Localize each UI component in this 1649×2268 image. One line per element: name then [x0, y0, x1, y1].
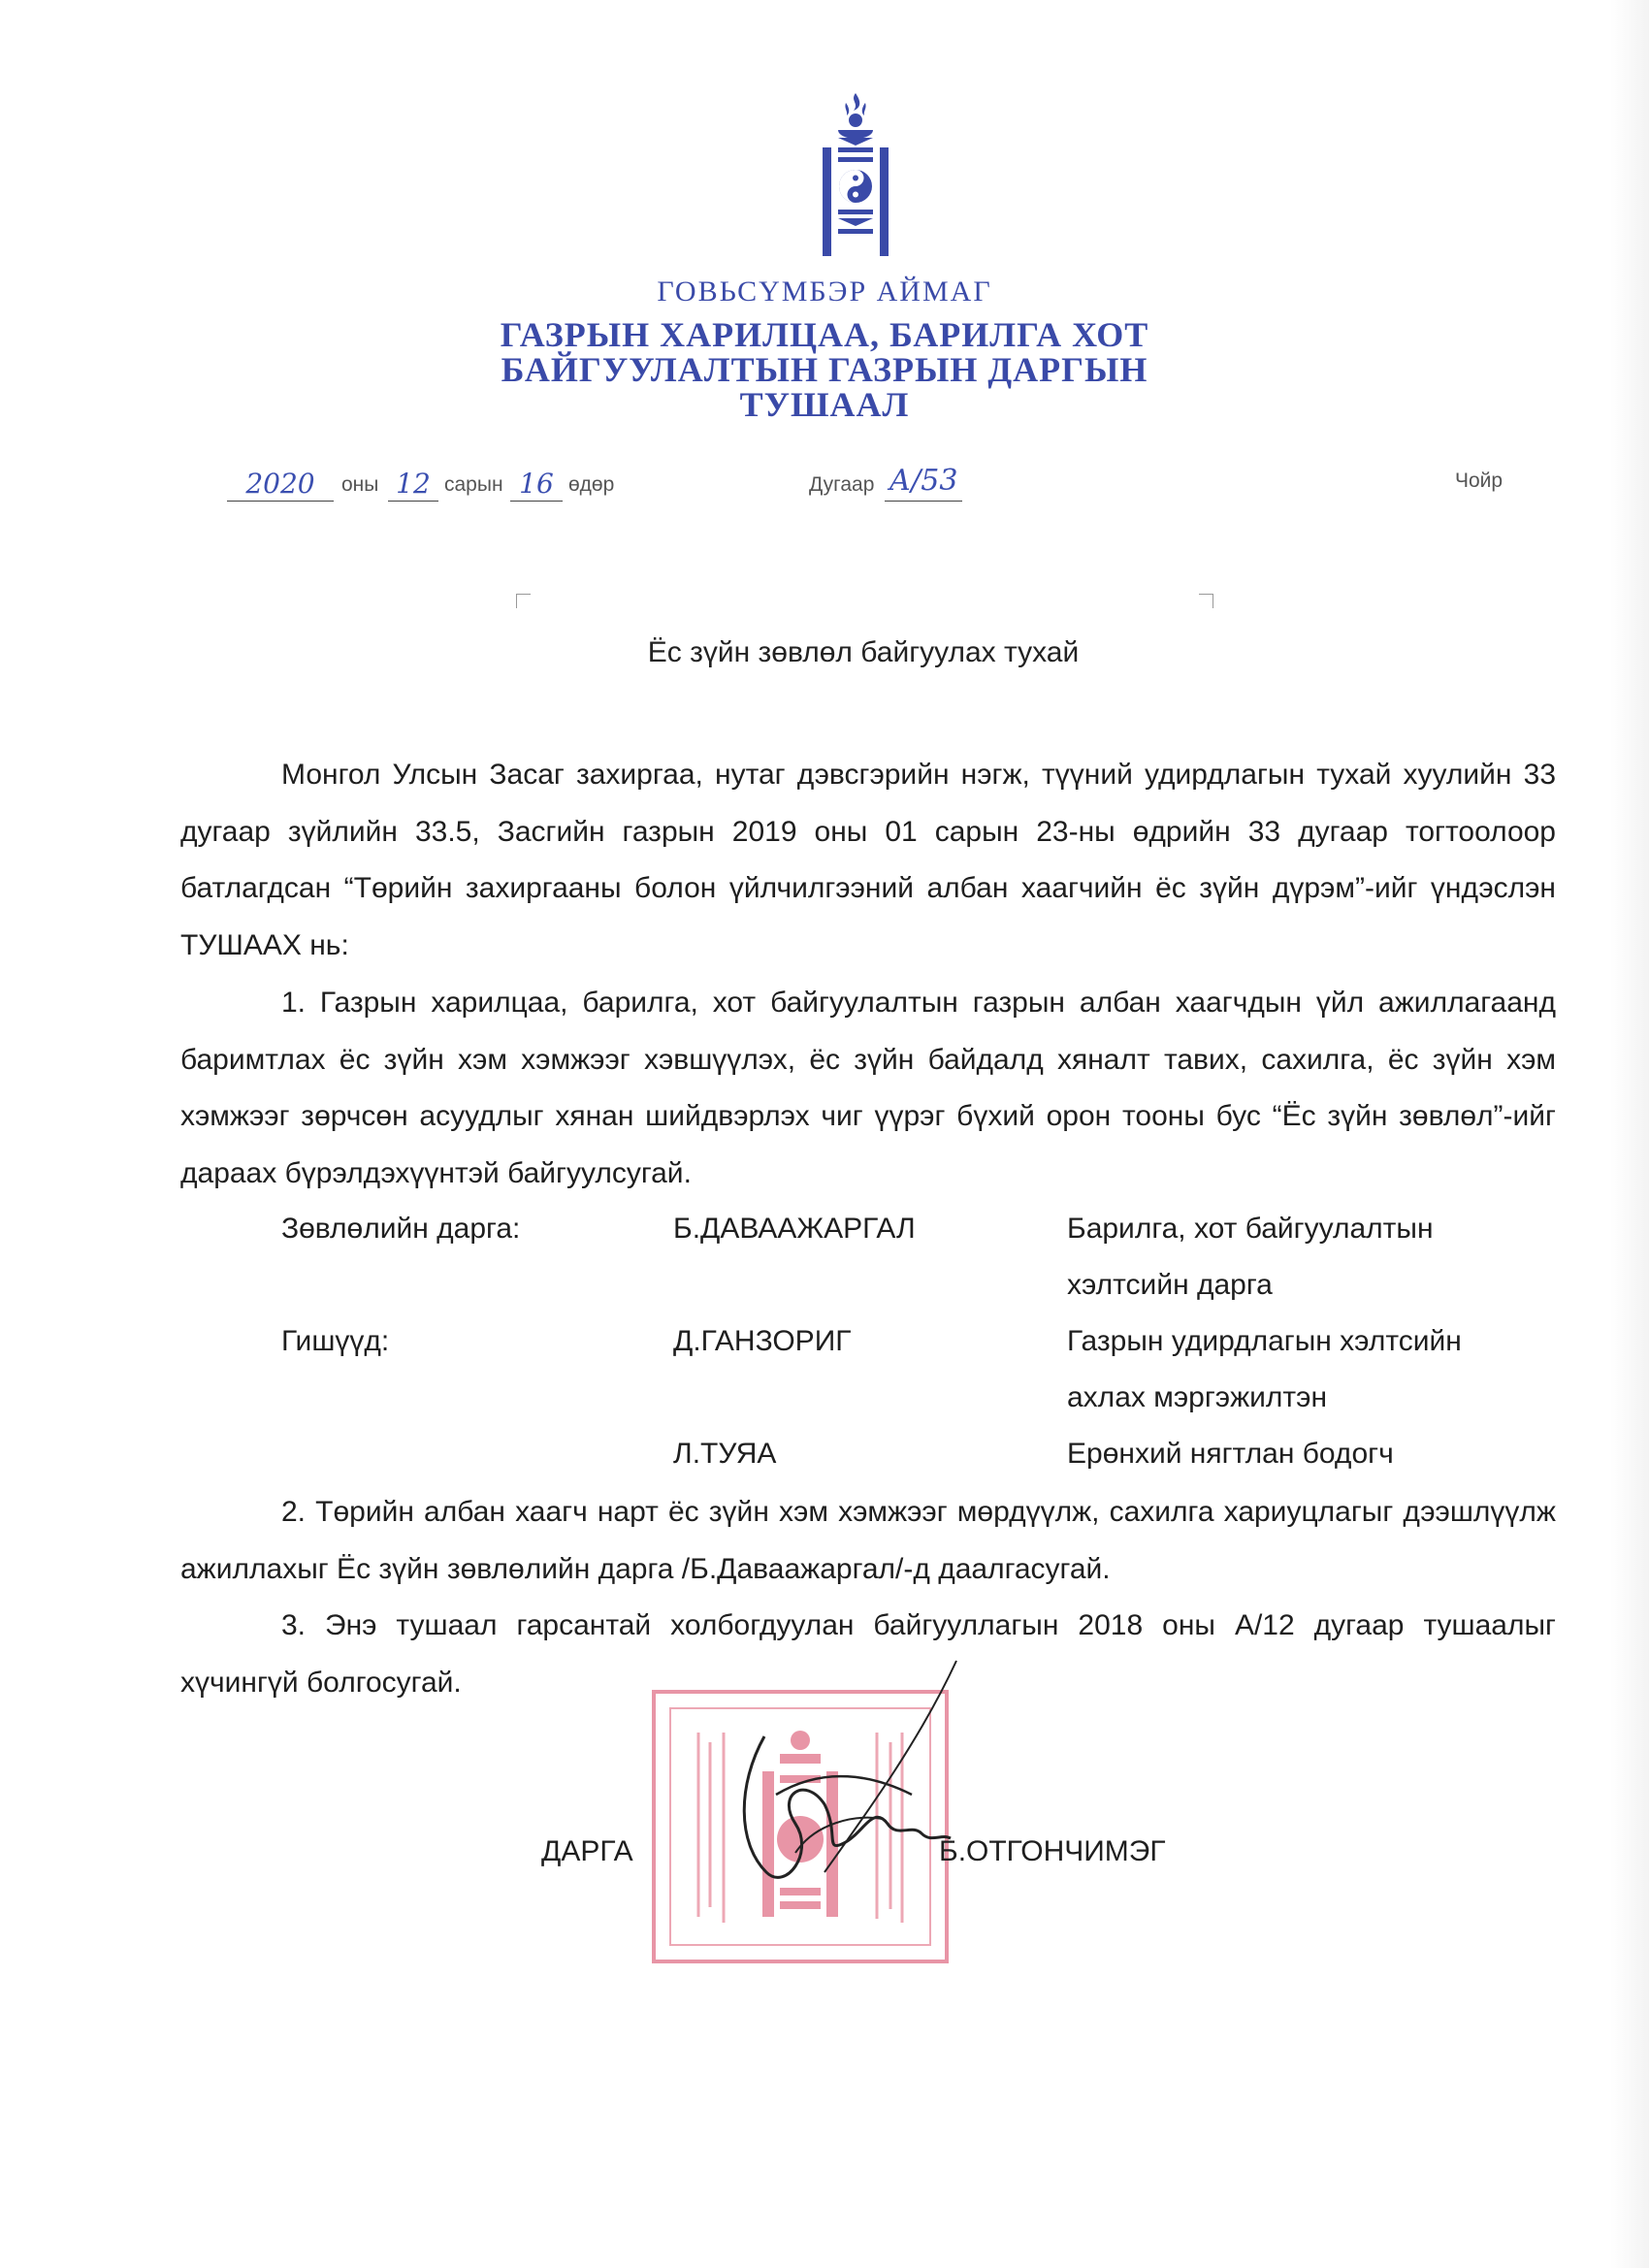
- scan-edge: [1610, 0, 1649, 2268]
- date-month: 12: [396, 468, 431, 500]
- intro-paragraph: Монгол Улсын Засаг захиргаа, нутаг дэвсгэрийн нэгж, түүний удирдлагын тухай хуулийн 33 дугаар зүйлийн 33.5, Засгийн газрын 2019 оны 01 сарын 23-ны өдрийн 33 дугаар тогтоолоор батлагдсан “Төрийн захиргааны болон үйлчилгээний албан хаагчийн ёс зүйн дүрэм”-ийг үндэслэн ТУШААХ нь:: [180, 759, 1556, 961]
- date-day: 16: [519, 468, 554, 500]
- member-position: Барилга, хот байгуулалтын: [1067, 1213, 1434, 1245]
- soyombo-emblem-icon: [821, 91, 890, 258]
- org-name-line2: БАЙГУУЛАЛТЫН ГАЗРЫН ДАРГЫН: [501, 350, 1148, 389]
- member-position-cont: ахлах мэргэжилтэн: [1067, 1381, 1328, 1413]
- member-name: Б.ДАВААЖАРГАЛ: [673, 1213, 916, 1245]
- member-role: Гишүүд:: [281, 1325, 390, 1357]
- member-position: Газрын удирдлагын хэлтсийн: [1067, 1325, 1462, 1357]
- signatory-name: Б.ОТГОНЧИМЭГ: [939, 1835, 1166, 1867]
- day-underline: [510, 501, 563, 502]
- member-name: Л.ТУЯА: [673, 1438, 777, 1470]
- date-year: 2020: [245, 468, 315, 500]
- member-role: Зөвлөлийн дарга:: [281, 1213, 521, 1245]
- signatory-title: ДАРГА: [541, 1835, 633, 1867]
- member-position: Ерөнхий нягтлан бодогч: [1067, 1438, 1394, 1470]
- order-item-3: 3. Энэ тушаал гарсантай холбогдуулан байгууллагын 2018 оны А/12 дугаар тушаалыг хүчингүй болгосугай.: [180, 1609, 1556, 1699]
- org-name-line1: ГАЗРЫН ХАРИЛЦАА, БАРИЛГА ХОТ: [500, 315, 1149, 354]
- order-item-2: 2. Төрийн албан хаагч нарт ёс зүйн хэм хэмжээг мөрдүүлж, сахилга хариуцлагыг дээшлүүлж ажиллахыг Ёс зүйн зөвлөлийн дарга /Б.Даваажаргал/-д даалгасугай.: [180, 1496, 1556, 1585]
- year-label: оны: [341, 473, 379, 496]
- document-title: Ёс зүйн зөвлөл байгуулах тухай: [647, 636, 1080, 668]
- order-item-1: 1. Газрын харилцаа, барилга, хот байгуулалтын газрын албан хаагчдын үйл ажиллагаанд баримтлах ёс зүйн хэм хэмжээг хэвшүүлэх, ёс зүйн байдалд хяналт тавих, сахилга, ёс зүйн хэм хэмжээг зөрчсөн асуудлыг хянан шийдвэрлэх чиг үүрэг бүхий орон тооны бус “Ёс зүйн зөвлөл”-ийг дараах бүрэлдэхүүнтэй байгуулсугай.: [180, 987, 1556, 1189]
- member-name: Д.ГАНЗОРИГ: [673, 1325, 852, 1357]
- member-position-cont: хэлтсийн дарга: [1067, 1269, 1273, 1301]
- month-label: сарын: [444, 473, 503, 496]
- title-corner-mark-left: [516, 594, 531, 608]
- signature-drawing: [679, 1649, 989, 1940]
- number-underline: [885, 501, 962, 502]
- province-name: ГОВЬСҮМБЭР АЙМАГ: [657, 275, 992, 308]
- title-corner-mark-right: [1199, 594, 1213, 608]
- year-underline: [227, 501, 334, 502]
- day-label: өдөр: [568, 473, 615, 496]
- document-type: ТУШААЛ: [739, 385, 910, 424]
- month-underline: [388, 501, 438, 502]
- place-name: Чойр: [1455, 470, 1504, 492]
- number-label: Дугаар: [809, 473, 875, 496]
- document-number: А/53: [889, 464, 958, 498]
